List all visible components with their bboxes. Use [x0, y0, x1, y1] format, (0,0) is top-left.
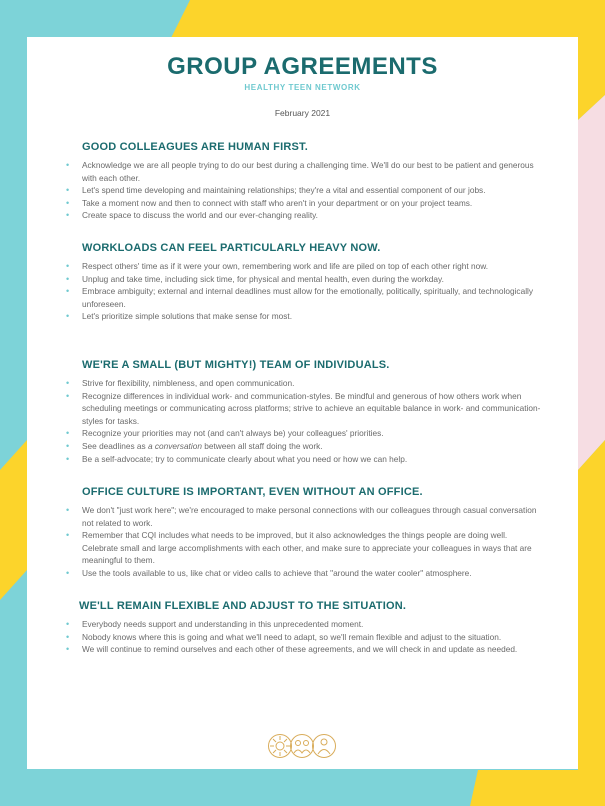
sun-logo-icon — [269, 735, 292, 758]
list-item: • Let's spend time developing and maintaining relationships; they're a vital and essential component of our jobs. — [82, 184, 542, 197]
list-item: • Recognize differences in individual work- and communication-styles. Be mindful and generous of how others work when scheduling meetings or communicating across platforms; strive to achieve an equitable balance in work- and communication-styles for tasks. — [82, 390, 542, 428]
people-logo-icon — [291, 735, 336, 758]
section-small-team — [62, 359, 542, 465]
list-item: • Use the tools available to us, like chat or video calls to achieve that "around the water cooler" atmosphere. — [82, 567, 542, 580]
list-item — [82, 440, 542, 453]
agreements-card — [27, 37, 578, 769]
section-list — [59, 618, 539, 656]
section-heading: GOOD COLLEAGUES ARE HUMAN FIRST. — [82, 141, 308, 153]
list-item: • Embrace ambiguity; external and internal deadlines must allow for the emotionally, politically, spiritually, and technologically unforeseen. — [82, 285, 542, 310]
list-item: • Nobody knows where this is going and what we'll need to adapt, so we'll remain flexible and adjust to the situation. — [82, 631, 539, 644]
list-item: • Remember that CQI includes what needs to be improved, but it also acknowledges the things people are doing well. Celebrate small and large accomplishments with each other, and make sure to appreciate your colleagues in ways that are meaningful to them. — [82, 529, 542, 567]
section-human-first — [62, 141, 542, 222]
list-item-text-b: between all staff doing the work. — [201, 440, 323, 451]
list-item: • Take a moment now and then to connect with staff who aren't in your department or on your project teams. — [82, 197, 542, 210]
list-item: • Create space to discuss the world and our ever-changing reality. — [82, 209, 542, 222]
organization-name: HEALTHY TEEN NETWORK — [244, 83, 361, 92]
list-item: • We don't "just work here"; we're encouraged to make personal connections with our colleagues through casual conversation not related to work. — [82, 504, 542, 529]
list-item: • Recognize your priorities may not (and can't always be) your colleagues' priorities. — [82, 427, 542, 440]
section-office-culture — [62, 486, 542, 580]
section-list — [62, 260, 542, 323]
list-item: • We will continue to remind ourselves and each other of these agreements, and we will check in and update as needed. — [82, 643, 539, 656]
section-heading: WE'LL REMAIN FLEXIBLE AND ADJUST TO THE SITUATION. — [79, 600, 407, 612]
section-heading: WORKLOADS CAN FEEL PARTICULARLY HEAVY NOW. — [82, 242, 381, 254]
organization-logo — [267, 733, 337, 759]
section-list — [62, 159, 542, 222]
list-item: • Strive for flexibility, nimbleness, and open communication. — [82, 377, 542, 390]
section-heading: WE'RE A SMALL (BUT MIGHTY!) TEAM OF INDIVIDUALS. — [82, 359, 390, 371]
list-item-emphasis: a conversation — [147, 440, 202, 451]
section-heading: OFFICE CULTURE IS IMPORTANT, EVEN WITHOUT AN OFFICE. — [82, 486, 423, 498]
list-item-text-a: See deadlines as — [82, 440, 148, 451]
section-workloads — [62, 242, 542, 323]
list-item: • Be a self-advocate; try to communicate clearly about what you need or how we can help. — [82, 453, 542, 466]
section-list — [62, 504, 542, 580]
page-title: GROUP AGREEMENTS — [167, 53, 438, 80]
document-date: February 2021 — [274, 108, 331, 118]
list-item: • Respect others' time as if it were your own, remembering work and life are piled on top of each other right now. — [82, 260, 542, 273]
section-flexible — [59, 600, 539, 656]
list-item: • Unplug and take time, including sick time, for physical and mental health, even during the workday. — [82, 273, 542, 286]
list-item: • Acknowledge we are all people trying to do our best during a challenging time. We'll do our best to be patient and generous with each other. — [82, 159, 542, 184]
list-item: • Let's prioritize simple solutions that make sense for most. — [82, 310, 542, 323]
list-item: • Everybody needs support and understanding in this unprecedented moment. — [82, 618, 539, 631]
section-list — [62, 377, 542, 465]
